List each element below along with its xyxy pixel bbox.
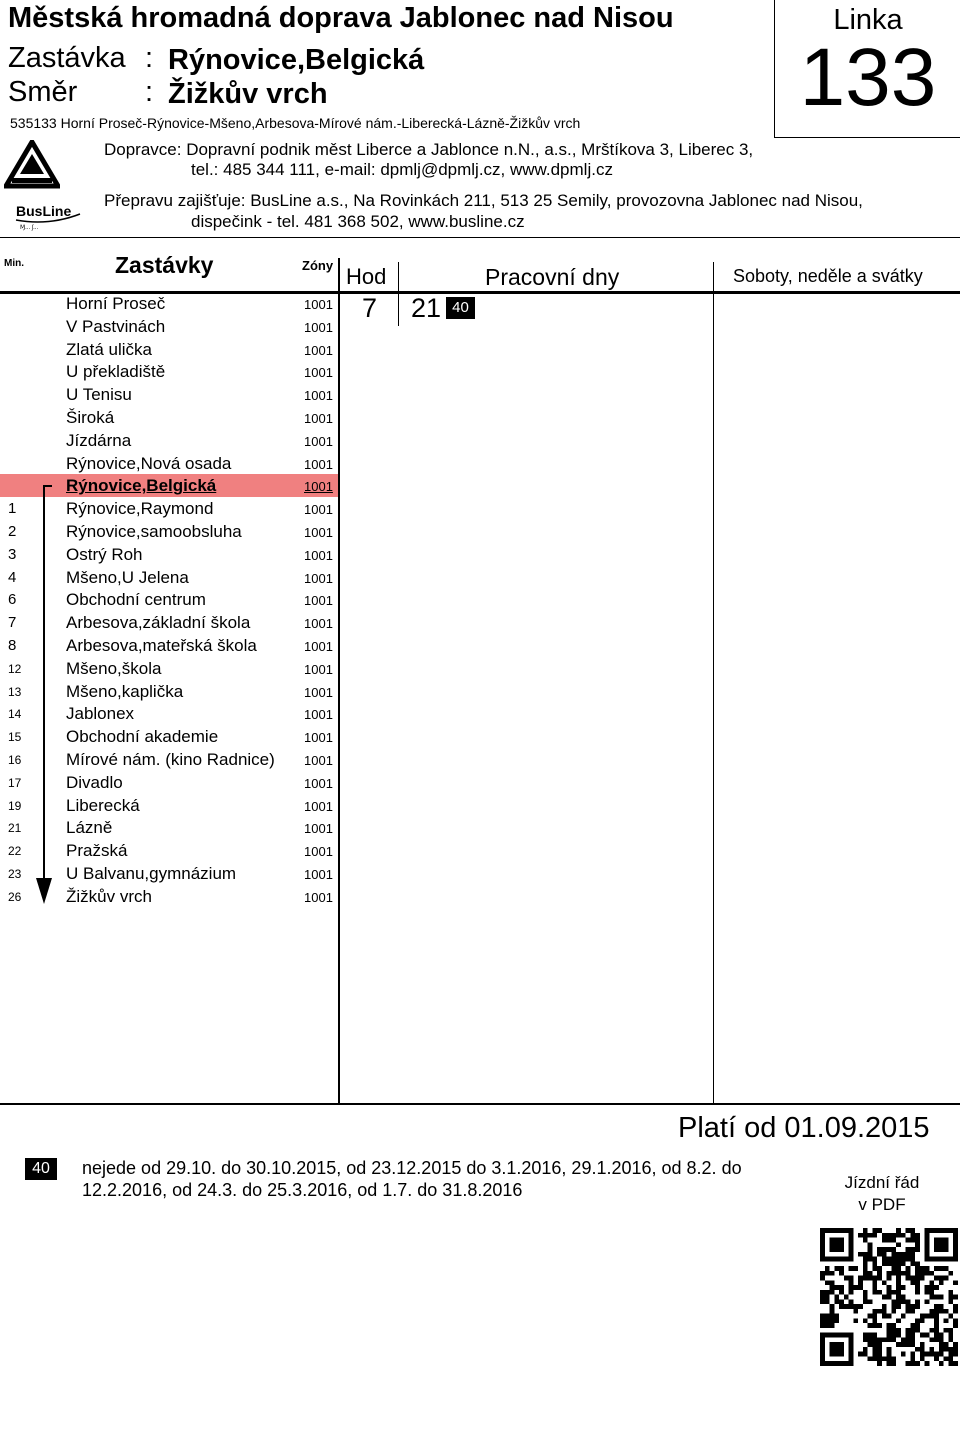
col-header-stops: Zastávky	[115, 252, 214, 278]
stop-name: Horní Proseč	[66, 294, 166, 313]
stop-zone: 1001	[304, 844, 333, 860]
stop-minutes: 3	[8, 545, 17, 563]
stop-name: Rýnovice,Raymond	[66, 499, 214, 519]
stop-name: U Tenisu	[66, 385, 132, 405]
stop-zone: 1001	[304, 570, 333, 586]
qr-code-icon[interactable]	[820, 1228, 958, 1366]
pdf-label	[812, 1172, 952, 1216]
pdf-label-line-1: Jízdní řád	[844, 1173, 920, 1192]
stop-name: Obchodní centrum	[66, 590, 206, 610]
stop-name: U překladiště	[66, 362, 166, 382]
col-header-zones: Zóny	[302, 258, 334, 273]
departure-minute: 21	[411, 293, 442, 323]
stop-row	[0, 338, 338, 361]
stop-name: Rýnovice,samoobsluha	[66, 522, 242, 541]
stop-minutes: 19	[8, 798, 22, 813]
stop-minutes: 23	[8, 867, 22, 881]
stop-name: Rýnovice,Belgická	[168, 44, 425, 76]
col-header-min: Min.	[4, 258, 24, 269]
line-number: 133	[799, 32, 937, 123]
stop-name: Ostrý Roh	[66, 544, 143, 564]
stop-zone: 1001	[304, 433, 333, 449]
col-header-weekends: Soboty, neděle a svátky	[733, 266, 923, 286]
header-divider	[0, 237, 960, 238]
table-bottom-border	[0, 1103, 960, 1105]
stop-zone: 1001	[304, 479, 333, 495]
stop-minutes: 17	[8, 775, 22, 790]
stop-zone: 1001	[304, 821, 333, 837]
valid-from: Platí od 01.09.2015	[678, 1112, 930, 1144]
busline-logo-icon	[14, 200, 84, 232]
stop-row	[0, 429, 338, 452]
stop-zone: 1001	[304, 365, 333, 381]
stop-zone: 1001	[304, 639, 333, 654]
carrier-line-1: Dopravce: Dopravní podnik měst Liberce a Jablonce n.N., a.s., Mrštíkova 3, Liberec 3,	[104, 140, 754, 159]
svg-text:Ɱ... ʃ...: Ɱ... ʃ...	[20, 225, 39, 231]
stop-zone: 1001	[304, 297, 333, 312]
stop-name: Arbesova,základní škola	[66, 613, 251, 633]
stop-name: Mšeno,U Jelena	[66, 567, 189, 587]
stop-minutes: 2	[8, 523, 17, 540]
stop-minutes: 15	[8, 730, 22, 745]
stop-name: Zlatá ulička	[66, 339, 152, 359]
stop-minutes: 6	[8, 591, 17, 609]
stop-zone: 1001	[304, 867, 333, 882]
stop-row	[0, 315, 338, 338]
stops-column-border	[338, 258, 340, 1104]
stop-minutes: 12	[8, 661, 22, 676]
departure-hour: 7	[362, 293, 378, 323]
col-header-hour: Hod	[346, 264, 387, 289]
stop-zone: 1001	[304, 616, 333, 632]
stop-name: Rýnovice,Nová osada	[66, 453, 232, 473]
direction-arrow-icon	[30, 480, 60, 910]
stop-zone: 1001	[304, 889, 333, 905]
stop-zone: 1001	[304, 775, 333, 791]
stop-zone: 1001	[304, 684, 333, 700]
svg-text:BusLine: BusLine	[16, 203, 72, 219]
stop-zone: 1001	[304, 525, 333, 540]
operator-info	[104, 190, 863, 232]
stop-name: U Balvanu,gymnázium	[66, 864, 237, 883]
stop-name: Mšeno,kaplička	[66, 681, 184, 701]
page-title: Městská hromadná doprava Jablonec nad Nisou	[8, 2, 674, 34]
stop-zone: 1001	[304, 388, 333, 404]
operator-line-2: dispečink - tel. 481 368 502, www.busline.cz	[191, 212, 525, 231]
stop-name: Liberecká	[66, 795, 140, 815]
stop-zone: 1001	[304, 707, 333, 723]
stop-minutes: 22	[8, 844, 22, 859]
stop-row	[0, 452, 338, 475]
stop-name: Široká	[66, 408, 115, 427]
stop-zone: 1001	[304, 798, 333, 814]
col-header-workdays: Pracovní dny	[485, 264, 620, 290]
stop-minutes: 14	[8, 707, 22, 722]
operator-line-1: Přepravu zajišťuje: BusLine a.s., Na Rovinkách 211, 513 25 Semily, provozovna Jablonec nad Nisou,	[104, 191, 863, 210]
stop-colon: :	[145, 42, 154, 74]
line-label: Linka	[833, 4, 903, 36]
direction-colon: :	[145, 76, 154, 108]
stop-name: Žižkův vrch	[66, 886, 152, 906]
stop-name: V Pastvinách	[66, 316, 166, 336]
stop-zone: 1001	[304, 547, 333, 563]
stop-zone: 1001	[304, 753, 333, 768]
stop-zone: 1001	[304, 319, 333, 335]
stop-zone: 1001	[304, 456, 333, 472]
carrier-info	[104, 140, 753, 180]
stop-name: Obchodní akademie	[66, 727, 219, 747]
stop-name: Mšeno,škola	[66, 658, 162, 678]
footnote-text: nejede od 29.10. do 30.10.2015, od 23.12.2015 do 3.1.2016, 29.1.2016, od 8.2. do 12.2.2016, od 24.3. do 25.3.2016, od 1.7. do 31.8.2016	[82, 1158, 742, 1200]
stop-name: Jablonex	[66, 704, 135, 724]
stop-name: Lázně	[66, 818, 113, 838]
direction-name: Žižkův vrch	[168, 78, 328, 110]
stop-minutes: 16	[8, 753, 22, 767]
stop-zone: 1001	[304, 730, 333, 746]
stop-minutes: 7	[8, 614, 17, 632]
stop-name: Rýnovice,Belgická	[66, 476, 217, 496]
stop-name: Mírové nám. (kino Radnice)	[66, 750, 275, 769]
stop-name: Divadlo	[66, 772, 123, 792]
stop-row	[0, 406, 338, 429]
carrier-line-2: tel.: 485 344 111, e-mail: dpmlj@dpmlj.cz, www.dpmlj.cz	[191, 160, 613, 179]
footnote-code: 40	[25, 1158, 57, 1180]
stop-row	[0, 360, 338, 383]
departure-note-badge: 40	[446, 297, 475, 319]
stop-minutes: 21	[8, 821, 22, 836]
stop-minutes: 1	[8, 500, 17, 518]
stop-row	[0, 383, 338, 406]
route-line: 535133 Horní Proseč-Rýnovice-Mšeno,Arbesova-Mírové nám.-Liberecká-Lázně-Žižkův vrch	[10, 115, 581, 131]
stop-name: Jízdárna	[66, 430, 132, 450]
direction-label: Směr	[8, 76, 78, 108]
dpmlj-logo-icon	[4, 140, 60, 190]
stop-zone: 1001	[304, 411, 333, 426]
line-number-box	[774, 0, 960, 138]
stop-zone: 1001	[304, 661, 333, 677]
stop-minutes: 4	[8, 568, 17, 586]
hour-column-border	[398, 262, 399, 326]
stop-minutes: 13	[8, 684, 22, 699]
stop-name: Pražská	[66, 841, 128, 861]
stop-label: Zastávka	[8, 42, 126, 74]
weekends-column-border	[713, 262, 714, 1104]
stop-zone: 1001	[304, 342, 333, 358]
stop-minutes: 26	[8, 889, 22, 904]
stop-zone: 1001	[304, 593, 333, 609]
stop-zone: 1001	[304, 502, 333, 518]
stop-row	[0, 292, 338, 315]
pdf-label-line-2: v PDF	[858, 1195, 906, 1214]
stop-minutes: 8	[8, 637, 17, 654]
stop-name: Arbesova,mateřská škola	[66, 636, 257, 655]
